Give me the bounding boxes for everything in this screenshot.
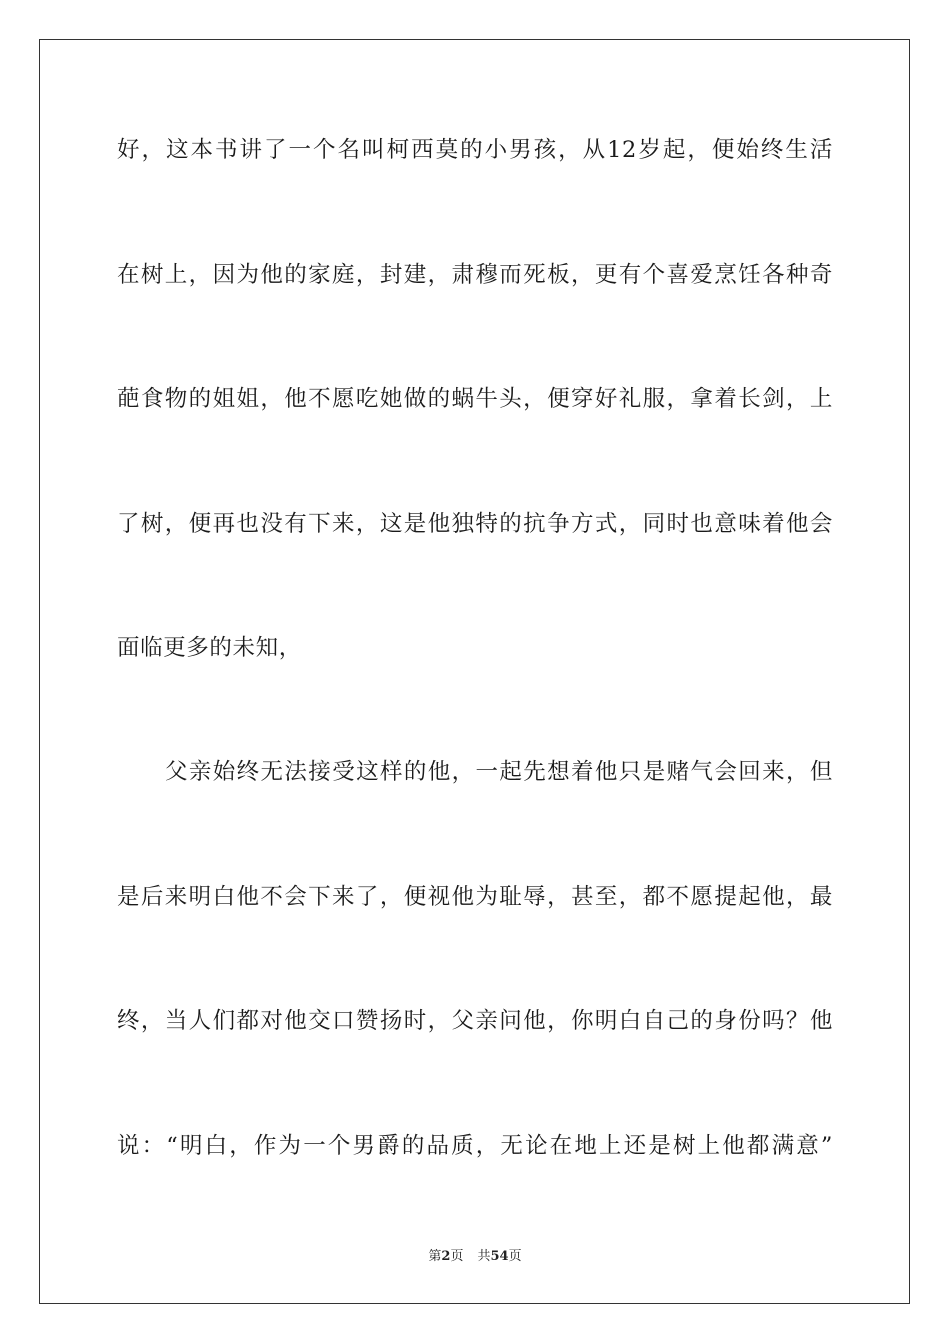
page-number: 2 xyxy=(441,1249,451,1264)
paragraph-first-line: 父亲始终无法接受这样的他，一起先想着他只是赌气会回来，但 xyxy=(165,759,833,785)
total-prefix: 共 xyxy=(477,1249,491,1264)
text-line: 说：“明白，作为一个男爵的品质，无论在地上还是树上他都满意” xyxy=(117,1133,833,1159)
text-line: 了树，便再也没有下来，这是他独特的抗争方式，同时也意味着他会 xyxy=(117,511,833,537)
page-border xyxy=(39,39,910,1304)
text-line: 面临更多的未知， xyxy=(117,635,302,661)
text-line: 好，这本书讲了一个名叫柯西莫的小男孩，从12岁起，便始终生活 xyxy=(117,137,833,163)
page-prefix: 第 xyxy=(428,1249,442,1264)
text-line: 葩食物的姐姐，他不愿吃她做的蜗牛头，便穿好礼服，拿着长剑，上 xyxy=(117,386,833,412)
text-line: 终，当人们都对他交口赞扬时，父亲问他，你明白自己的身份吗？他 xyxy=(117,1008,833,1034)
page-suffix: 页 xyxy=(450,1249,464,1264)
text-line: 在树上，因为他的家庭，封建，肃穆而死板，更有个喜爱烹饪各种奇 xyxy=(117,262,833,288)
page-footer xyxy=(0,1248,950,1266)
total-suffix: 页 xyxy=(508,1249,522,1264)
total-pages: 54 xyxy=(490,1249,509,1264)
text-line: 是后来明白他不会下来了，便视他为耻辱，甚至，都不愿提起他，最 xyxy=(117,884,833,910)
